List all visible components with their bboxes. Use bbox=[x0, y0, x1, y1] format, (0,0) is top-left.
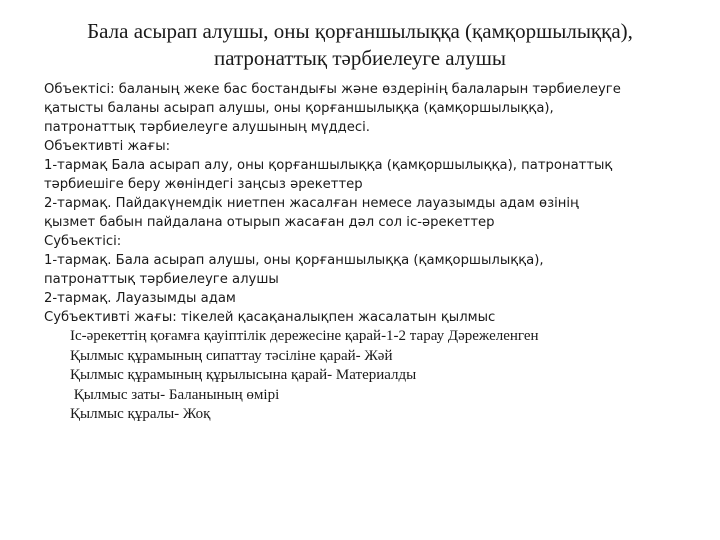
detail-line bbox=[44, 327, 684, 425]
subject-heading bbox=[44, 232, 684, 251]
text-line: қатысты баланы асырап алушы, оны қорғаншылыққа (қамқоршылыққа), bbox=[44, 101, 554, 116]
subjective-side-heading bbox=[44, 308, 684, 327]
text-line: қызмет бабын пайдалана отырып жасаған дәл сол іс-әрекеттер bbox=[44, 215, 495, 230]
text-line: Іс-әрекеттің қоғамға қауіптілік дережесіне қарай-1-2 тарау Дәрежеленген bbox=[70, 328, 539, 344]
slide-title-line-1: Бала асырап алушы, оны қорғаншылыққа (қамқоршылыққа), bbox=[87, 19, 633, 43]
text-line: тәрбиешіге беру жөніндегі заңсыз әрекеттер bbox=[44, 177, 363, 192]
subject-item-1 bbox=[44, 251, 684, 289]
text-line: 1-тармақ. Бала асырап алушы, оны қорғаншылыққа (қамқоршылыққа), bbox=[44, 253, 544, 268]
text-line: 1-тармақ Бала асырап алу, оны қорғаншылыққа (қамқоршылыққа), патронаттық bbox=[44, 158, 613, 173]
text-line: патронаттық тәрбиелеуге алушы bbox=[44, 272, 279, 287]
text-line: Объектісі: баланың жеке бас бостандығы және өздерінің балаларын тәрбиелеуге bbox=[44, 82, 621, 97]
text-line: Қылмыс құрамының құрылысына қарай- Материалды bbox=[70, 367, 417, 383]
subject-item-2 bbox=[44, 289, 684, 308]
text-line: Субъектісі: bbox=[44, 234, 122, 249]
objective-side-heading bbox=[44, 137, 684, 156]
text-line: Субъективті жағы: тікелей қасақаналықпен жасалатын қылмыс bbox=[44, 310, 496, 325]
text-line: Қылмыс заты- Баланының өмірі bbox=[70, 386, 280, 403]
objective-item-1 bbox=[44, 156, 684, 194]
text-line: патронаттық тәрбиелеуге алушының мүддесі. bbox=[44, 120, 370, 135]
slide-body bbox=[44, 80, 684, 425]
text-line: 2-тармақ. Лауазымды адам bbox=[44, 291, 236, 306]
slide-title bbox=[40, 18, 680, 72]
text-line: Қылмыс құрамының сипаттау тәсіліне қарай- Жәй bbox=[70, 347, 393, 364]
text-line: Объективті жағы: bbox=[44, 139, 171, 154]
text-line: 2-тармақ. Пайдакүнемдік ниетпен жасалған немесе лауазымды адам өзінің bbox=[44, 196, 579, 211]
subjective-details bbox=[44, 327, 684, 425]
object-paragraph bbox=[44, 80, 684, 137]
text-line: Қылмыс құралы- Жоқ bbox=[70, 406, 211, 422]
objective-item-2 bbox=[44, 194, 684, 232]
slide-title-line-2: патронаттық тәрбиелеуге алушы bbox=[213, 46, 507, 70]
